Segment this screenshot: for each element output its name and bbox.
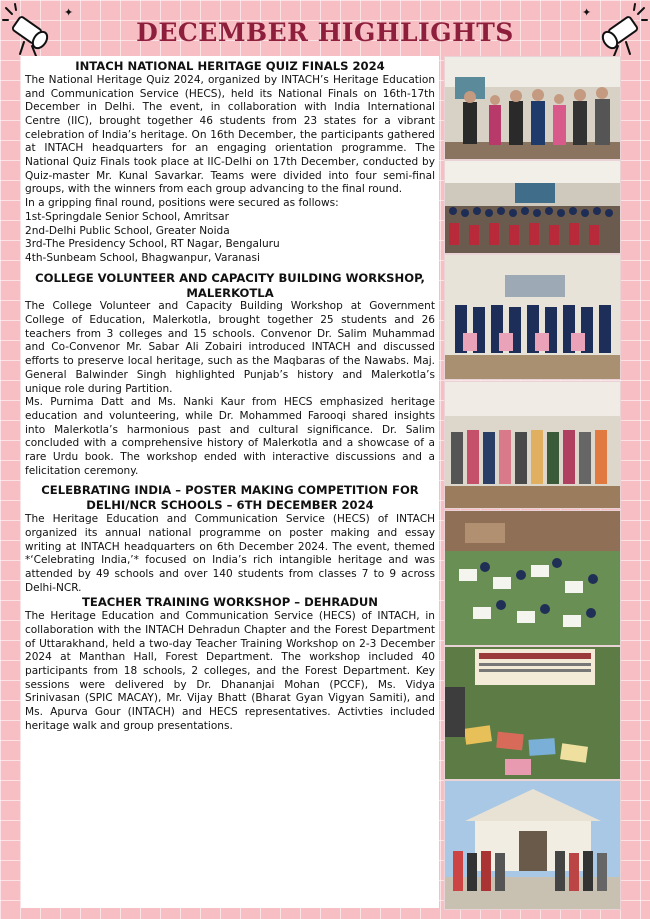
section-heading-dehradun: TEACHER TRAINING WORKSHOP – DEHRADUN: [81, 595, 378, 610]
poster-making-photo: [444, 510, 621, 646]
quiz-award-photo: [444, 56, 621, 160]
winners-list: [21, 211, 439, 266]
content-panel: [21, 56, 439, 908]
heading-line: MALERKOTLA: [186, 285, 274, 300]
section-heading-malerkotla: [21, 271, 439, 301]
list-item: 2nd-Delhi Public School, Greater Noida: [25, 224, 230, 237]
quiz-results-intro: In a gripping final round, positions were secured as follows:: [25, 197, 339, 210]
list-item: 3rd-The Presidency School, RT Nagar, Bengaluru: [25, 238, 280, 251]
malerkotla-group-photo: [444, 254, 621, 380]
section-heading-poster: [21, 483, 439, 513]
quiz-group-photo: [444, 160, 621, 254]
malerkotla-felicitation-photo: [444, 381, 621, 509]
list-item: 1st-Springdale Senior School, Amritsar: [25, 210, 229, 223]
section-heading-quiz: INTACH NATIONAL HERITAGE QUIZ FINALS 2024: [75, 59, 385, 73]
heading-line: DELHI/NCR SCHOOLS – 6TH DECEMBER 2024: [86, 498, 374, 513]
page-title: DECEMBER HIGHLIGHTS: [136, 18, 514, 47]
malerkotla-paragraph-1: The College Volunteer and Capacity Building Workshop at Government College of Education, Malerkotla, brought together 25 students and 26 teachers from 3 colleges and 15 schools. Convenor Dr. Salim Muhammad and Co-Convenor Mr. Sabar Ali Zobairi introduced INTACH and discussed efforts to preserve local heritage, such as the Maqbaras of the Nawabs. Maj. General Balwinder Singh highlighted Punjab’s history and Malerkotla’s unique role during Partition.: [25, 300, 435, 395]
sparkle-icon: ✦: [582, 6, 592, 19]
malerkotla-paragraph-2: Ms. Purnima Datt and Ms. Nanki Kaur from HECS emphasized heritage education and volunteering, while Dr. Mohammed Farooqi shared insights into Malerkotla’s harmonious past and cultural significance. Dr. Salim concluded with a comprehensive history of Malerkotla and a showcase of a rare Urdu book. The workshop ended with interactive discussions and a felicitation ceremony.: [25, 396, 435, 477]
list-item: 4th-Sunbeam School, Bhagwanpur, Varanasi: [25, 251, 260, 264]
heading-line: COLLEGE VOLUNTEER AND CAPACITY BUILDING WORKSHOP,: [35, 270, 425, 285]
quiz-paragraph: The National Heritage Quiz 2024, organized by INTACH’s Heritage Education and Communication Service (HECS), held its National Finals on 16th-17th December in Delhi. The event, in collaboration with India International Centre (IIC), brought together 46 students from 23 states for a vibrant celebration of India’s heritage. On 16th December, the participants gathered at INTACH headquarters for an engaging orientation programme. The National Quiz Finals took place at IIC-Delhi on 17th December, conducted by Quiz-master Mr. Kunal Savarkar. Teams were divided into four semi-final groups, with the winners from each group advancing to the final round.: [25, 73, 435, 196]
poster-paragraph: The Heritage Education and Communication Service (HECS) of INTACH organized its annual national programme on poster making and essay writing at INTACH headquarters on 6th December 2024. The event, themed *‘Celebrating India,’* focused on India’s rich intangible heritage and was attended by 49 schools and over 140 students from classes 7 to 9 across Delhi-NCR.: [25, 513, 435, 594]
dehradun-paragraph: The Heritage Education and Communication Service (HECS) of INTACH, in collaboration with the INTACH Dehradun Chapter and the Forest Department of Uttarakhand, held a two-day Teacher Training Workshop on 2-3 December 2024 at Manthan Hall, Forest Department. The workshop included 40 participants from 18 schools, 2 colleges, and the Forest Department. Key sessions were delivered by Dr. Dhananjai Mohan (PCCF), Ms. Vidya Srinivasan (SPIC MACAY), Mr. Vijay Bhatt (Bharat Gyan Vigyan Samiti), and Ms. Apurva Gour (INTACH) and HECS representatives. Activties included heritage walk and group presentations.: [25, 610, 435, 732]
heading-line: CELEBRATING INDIA – POSTER MAKING COMPETITION FOR: [41, 483, 419, 498]
sparkle-icon: ✦: [64, 6, 74, 19]
poster-display-photo: [444, 646, 621, 780]
dehradun-group-photo: [444, 780, 621, 910]
